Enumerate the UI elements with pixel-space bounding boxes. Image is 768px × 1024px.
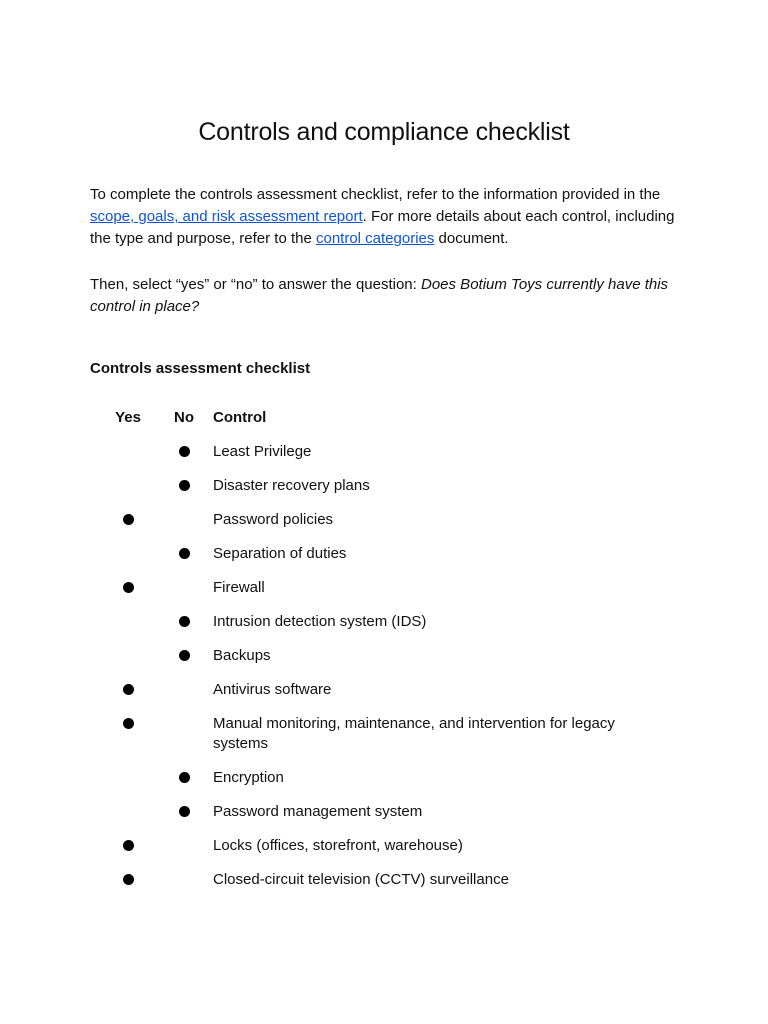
bullet-mark-icon bbox=[123, 514, 134, 525]
control-name: Password management system bbox=[213, 803, 423, 820]
no-cell[interactable] bbox=[164, 442, 204, 463]
intro-text-3: document. bbox=[434, 230, 509, 247]
table-header-row bbox=[90, 408, 690, 428]
bullet-mark-icon bbox=[179, 446, 190, 457]
intro-text-1: To complete the controls assessment checklist, refer to the information provided in the bbox=[90, 186, 661, 203]
control-name: Separation of duties bbox=[213, 545, 347, 562]
bullet-mark-icon bbox=[123, 874, 134, 885]
bullet-mark-icon bbox=[179, 650, 190, 661]
table-row bbox=[90, 476, 690, 496]
controls-checklist-table bbox=[90, 408, 690, 904]
yes-cell[interactable] bbox=[108, 510, 148, 531]
control-name: Locks (offices, storefront, warehouse) bbox=[213, 837, 463, 854]
control-name: Firewall bbox=[213, 579, 265, 596]
control-name: Password policies bbox=[213, 511, 334, 528]
table-row bbox=[90, 612, 690, 632]
table-row bbox=[90, 714, 690, 754]
bullet-mark-icon bbox=[123, 582, 134, 593]
table-body bbox=[90, 442, 690, 890]
control-name: Closed-circuit television (CCTV) surveillance bbox=[213, 871, 509, 888]
bullet-mark-icon bbox=[179, 480, 190, 491]
no-cell[interactable] bbox=[164, 802, 204, 823]
intro-paragraph bbox=[90, 184, 690, 250]
header-control: Control bbox=[213, 409, 267, 426]
yes-cell[interactable] bbox=[108, 714, 148, 735]
instruction-question: Does Botium Toys currently have this control in place? bbox=[90, 276, 669, 315]
control-categories-link[interactable]: control categories bbox=[315, 230, 435, 247]
control-name: Antivirus software bbox=[213, 681, 332, 698]
table-row bbox=[90, 646, 690, 666]
yes-cell[interactable] bbox=[108, 870, 148, 891]
bullet-mark-icon bbox=[123, 684, 134, 695]
section-heading: Controls assessment checklist bbox=[90, 360, 311, 377]
no-cell[interactable] bbox=[164, 476, 204, 497]
control-name: Intrusion detection system (IDS) bbox=[213, 613, 427, 630]
bullet-mark-icon bbox=[179, 548, 190, 559]
risk-assessment-report-link[interactable]: scope, goals, and risk assessment report bbox=[90, 208, 363, 225]
instruction-paragraph bbox=[90, 274, 690, 318]
table-row bbox=[90, 680, 690, 700]
control-name: Manual monitoring, maintenance, and intervention for legacy systems bbox=[213, 715, 615, 752]
control-name: Least Privilege bbox=[213, 443, 312, 460]
table-row bbox=[90, 836, 690, 856]
no-cell[interactable] bbox=[164, 768, 204, 789]
bullet-mark-icon bbox=[179, 616, 190, 627]
control-name: Backups bbox=[213, 647, 271, 664]
header-yes: Yes bbox=[115, 409, 141, 426]
table-row bbox=[90, 802, 690, 822]
control-name: Encryption bbox=[213, 769, 284, 786]
control-name: Disaster recovery plans bbox=[213, 477, 370, 494]
no-cell[interactable] bbox=[164, 544, 204, 565]
table-row bbox=[90, 544, 690, 564]
no-cell[interactable] bbox=[164, 612, 204, 633]
table-row bbox=[90, 870, 690, 890]
table-row bbox=[90, 442, 690, 462]
yes-cell[interactable] bbox=[108, 578, 148, 599]
bullet-mark-icon bbox=[123, 718, 134, 729]
no-cell[interactable] bbox=[164, 646, 204, 667]
bullet-mark-icon bbox=[179, 806, 190, 817]
yes-cell[interactable] bbox=[108, 836, 148, 857]
bullet-mark-icon bbox=[123, 840, 134, 851]
header-no: No bbox=[174, 409, 194, 426]
table-row bbox=[90, 768, 690, 788]
bullet-mark-icon bbox=[179, 772, 190, 783]
yes-cell[interactable] bbox=[108, 680, 148, 701]
intro-text-2: . For more details about each control, including the type and purpose, refer to the bbox=[90, 208, 675, 247]
instruction-text: Then, select “yes” or “no” to answer the question: bbox=[90, 276, 421, 293]
table-row bbox=[90, 578, 690, 598]
page-title: Controls and compliance checklist bbox=[198, 118, 570, 146]
table-row bbox=[90, 510, 690, 530]
